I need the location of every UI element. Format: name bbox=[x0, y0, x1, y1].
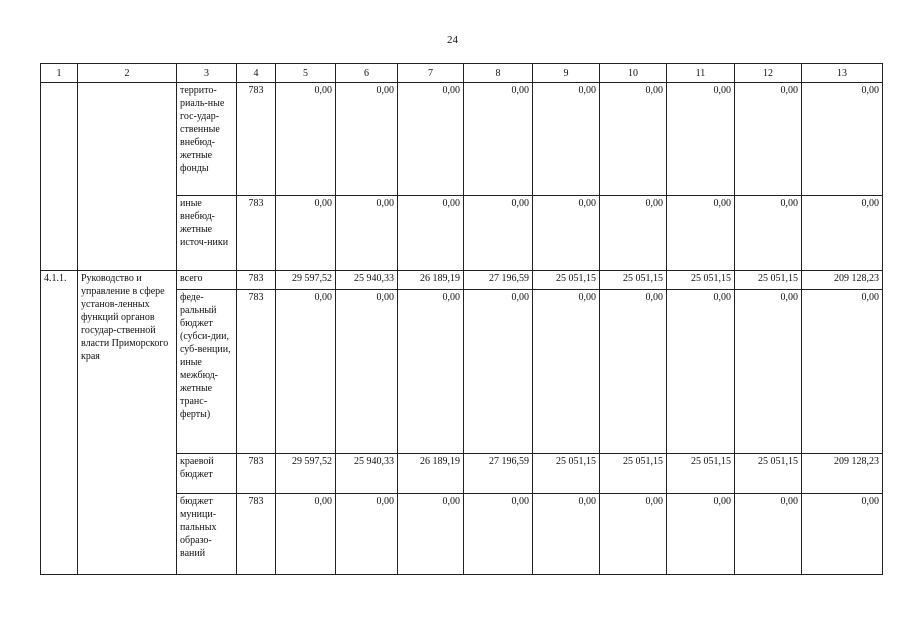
value-cell: 0,00 bbox=[464, 83, 533, 196]
value-cell: 0,00 bbox=[600, 196, 667, 271]
funding-source: бюджет муници-пальных образо-ваний bbox=[177, 494, 237, 575]
value-cell: 0,00 bbox=[276, 83, 336, 196]
column-number: 8 bbox=[464, 64, 533, 83]
value-cell: 0,00 bbox=[398, 494, 464, 575]
value-cell: 0,00 bbox=[667, 494, 735, 575]
value-cell: 0,00 bbox=[398, 196, 464, 271]
value-cell: 0,00 bbox=[600, 494, 667, 575]
value-cell: 0,00 bbox=[802, 196, 883, 271]
code-cell: 783 bbox=[237, 290, 276, 454]
value-cell: 25 051,15 bbox=[533, 454, 600, 494]
column-number: 13 bbox=[802, 64, 883, 83]
value-cell: 29 597,52 bbox=[276, 271, 336, 290]
value-cell: 0,00 bbox=[802, 290, 883, 454]
column-number: 6 bbox=[336, 64, 398, 83]
empty-cell bbox=[41, 83, 78, 271]
value-cell: 29 597,52 bbox=[276, 454, 336, 494]
column-number: 11 bbox=[667, 64, 735, 83]
code-cell: 783 bbox=[237, 196, 276, 271]
value-cell: 25 051,15 bbox=[600, 454, 667, 494]
budget-table bbox=[40, 63, 883, 575]
value-cell: 0,00 bbox=[600, 290, 667, 454]
column-number: 12 bbox=[735, 64, 802, 83]
value-cell: 25 051,15 bbox=[667, 271, 735, 290]
value-cell: 0,00 bbox=[802, 494, 883, 575]
value-cell: 25 051,15 bbox=[735, 271, 802, 290]
column-number: 9 bbox=[533, 64, 600, 83]
value-cell: 26 189,19 bbox=[398, 271, 464, 290]
value-cell: 27 196,59 bbox=[464, 454, 533, 494]
page-number: 24 bbox=[447, 34, 458, 46]
value-cell: 0,00 bbox=[735, 494, 802, 575]
value-cell: 0,00 bbox=[533, 494, 600, 575]
funding-source: террито-риаль-ные гос-удар-ственные внебюд-жетные фонды bbox=[177, 83, 237, 196]
column-number: 10 bbox=[600, 64, 667, 83]
value-cell: 0,00 bbox=[667, 83, 735, 196]
code-cell: 783 bbox=[237, 271, 276, 290]
column-number: 5 bbox=[276, 64, 336, 83]
column-number: 3 bbox=[177, 64, 237, 83]
value-cell: 25 051,15 bbox=[667, 454, 735, 494]
value-cell: 0,00 bbox=[600, 83, 667, 196]
value-cell: 0,00 bbox=[276, 290, 336, 454]
value-cell: 25 051,15 bbox=[735, 454, 802, 494]
value-cell: 0,00 bbox=[802, 83, 883, 196]
funding-source: краевой бюджет bbox=[177, 454, 237, 494]
table-row bbox=[41, 271, 883, 290]
value-cell: 209 128,23 bbox=[802, 271, 883, 290]
value-cell: 0,00 bbox=[735, 290, 802, 454]
code-cell: 783 bbox=[237, 494, 276, 575]
value-cell: 0,00 bbox=[464, 290, 533, 454]
value-cell: 0,00 bbox=[398, 290, 464, 454]
value-cell: 0,00 bbox=[336, 196, 398, 271]
value-cell: 0,00 bbox=[336, 83, 398, 196]
value-cell: 25 051,15 bbox=[600, 271, 667, 290]
funding-source: феде-ральный бюджет (субси-дии, суб-венции, иные межбюд-жетные транс-ферты) bbox=[177, 290, 237, 454]
code-cell: 783 bbox=[237, 454, 276, 494]
code-cell: 783 bbox=[237, 83, 276, 196]
value-cell: 25 051,15 bbox=[533, 271, 600, 290]
column-number: 7 bbox=[398, 64, 464, 83]
value-cell: 27 196,59 bbox=[464, 271, 533, 290]
item-id: 4.1.1. bbox=[41, 271, 78, 575]
column-number: 4 bbox=[237, 64, 276, 83]
value-cell: 0,00 bbox=[735, 196, 802, 271]
value-cell: 0,00 bbox=[336, 494, 398, 575]
value-cell: 0,00 bbox=[533, 290, 600, 454]
column-number: 2 bbox=[78, 64, 177, 83]
value-cell: 0,00 bbox=[533, 83, 600, 196]
value-cell: 0,00 bbox=[276, 494, 336, 575]
column-number-row bbox=[41, 64, 883, 83]
table-row bbox=[41, 83, 883, 196]
value-cell: 0,00 bbox=[464, 494, 533, 575]
empty-cell bbox=[78, 83, 177, 271]
value-cell: 0,00 bbox=[533, 196, 600, 271]
funding-source: иные внебюд-жетные источ-ники bbox=[177, 196, 237, 271]
value-cell: 0,00 bbox=[667, 196, 735, 271]
value-cell: 0,00 bbox=[667, 290, 735, 454]
column-number: 1 bbox=[41, 64, 78, 83]
funding-source: всего bbox=[177, 271, 237, 290]
value-cell: 25 940,33 bbox=[336, 271, 398, 290]
value-cell: 0,00 bbox=[336, 290, 398, 454]
value-cell: 0,00 bbox=[735, 83, 802, 196]
value-cell: 0,00 bbox=[464, 196, 533, 271]
value-cell: 0,00 bbox=[276, 196, 336, 271]
value-cell: 0,00 bbox=[398, 83, 464, 196]
value-cell: 26 189,19 bbox=[398, 454, 464, 494]
value-cell: 209 128,23 bbox=[802, 454, 883, 494]
item-name: Руководство и управление в сфере установ-ленных функций органов государ-ственной власти Приморского края bbox=[78, 271, 177, 575]
value-cell: 25 940,33 bbox=[336, 454, 398, 494]
